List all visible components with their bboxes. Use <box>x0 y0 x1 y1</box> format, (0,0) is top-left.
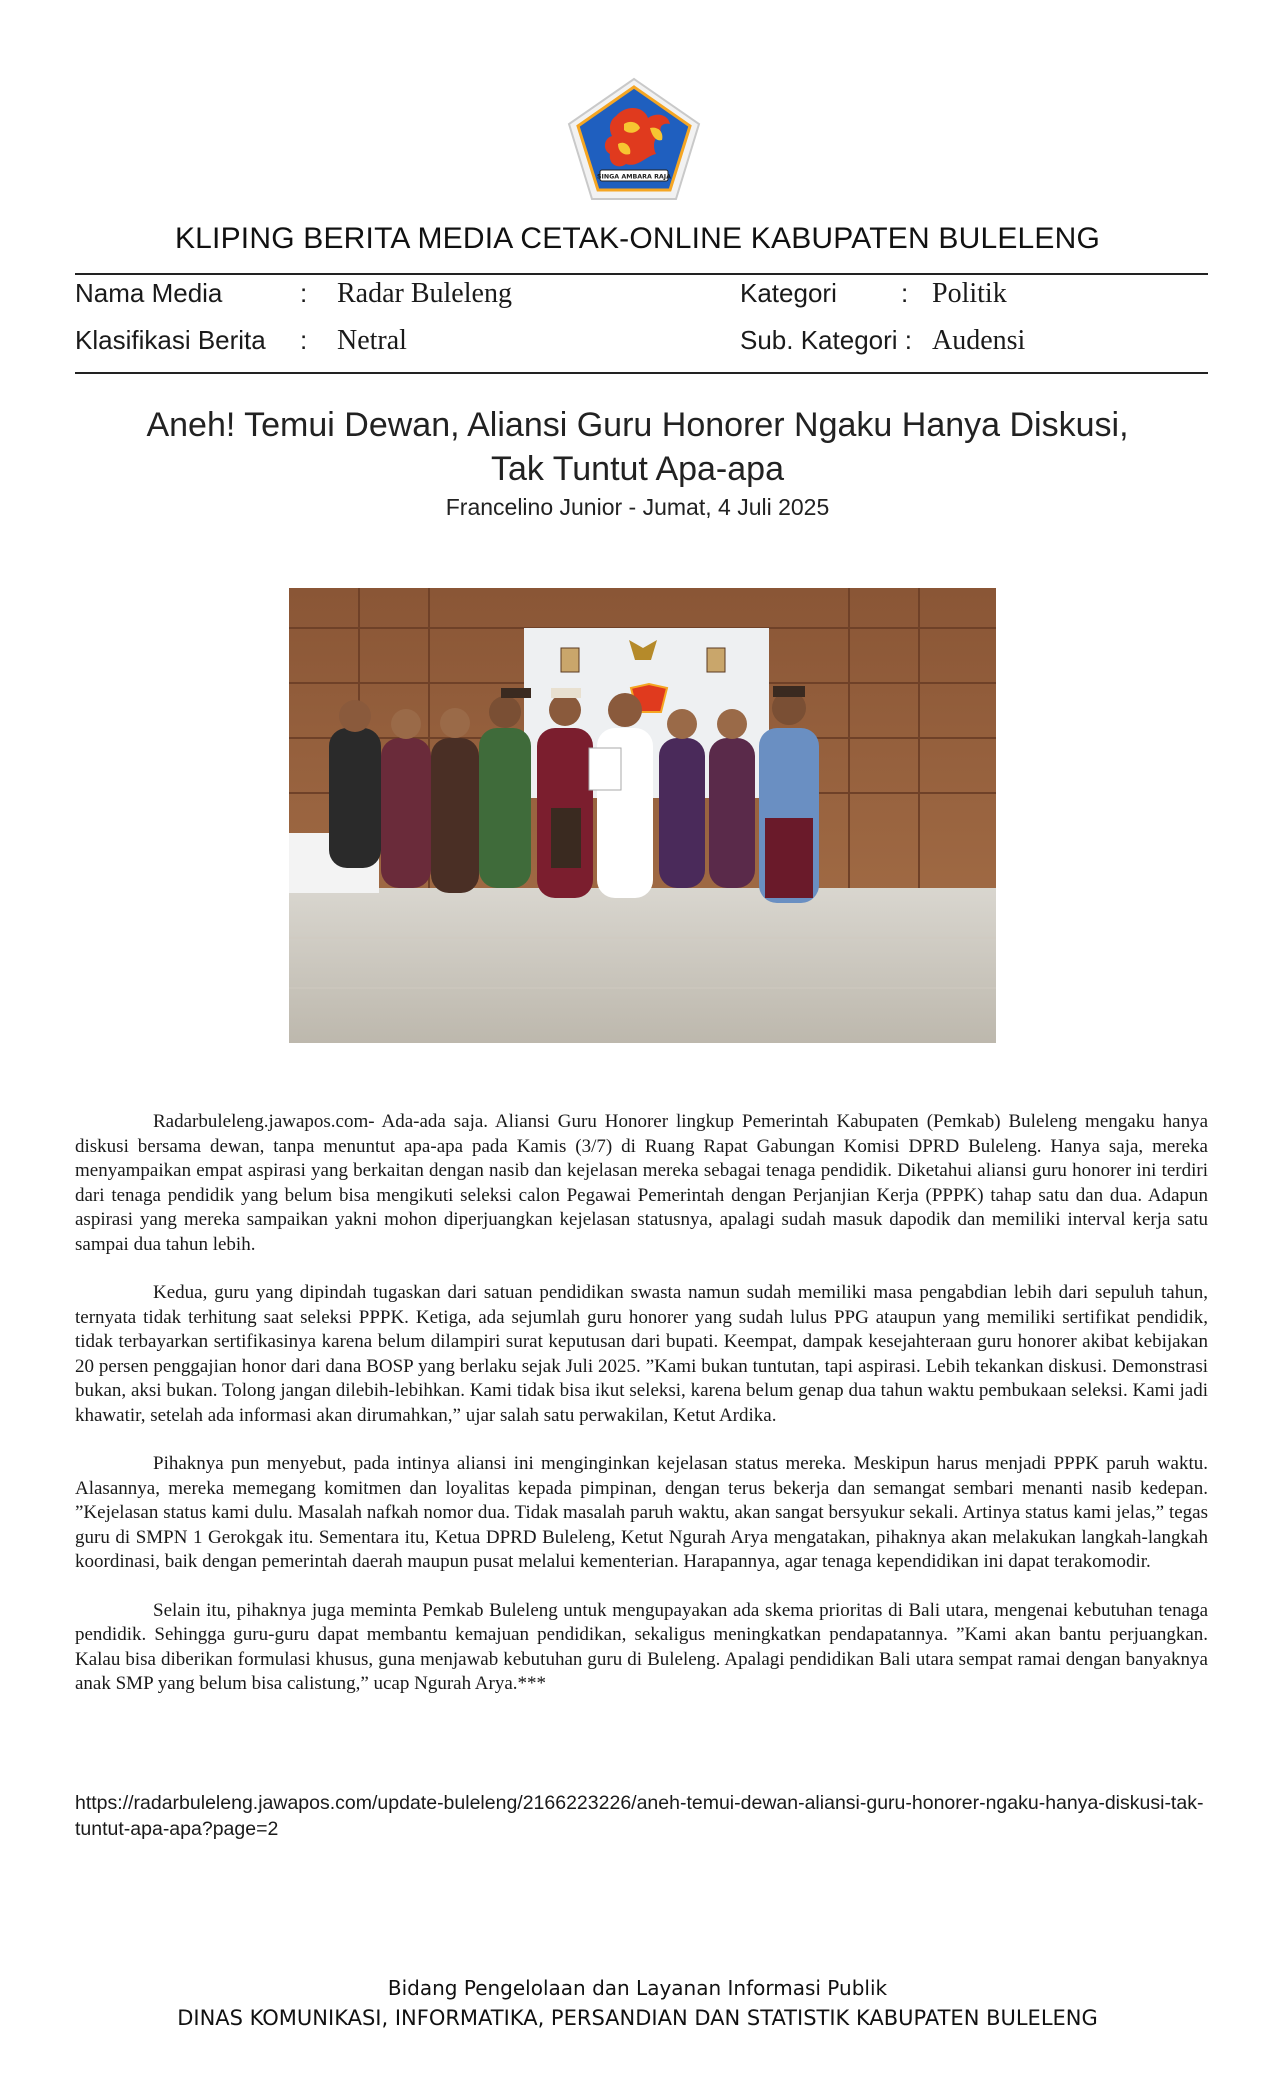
article-paragraph: Selain itu, pihaknya juga meminta Pemkab Buleleng untuk mengupayakan ada skema prioritas di Bali utara, mengenai kebutuhan tenaga pendidik. Sehingga guru-guru dapat membantu kemajuan pendidikan, sekaligus meningkatkan pendapatannya. ”Kami akan bantu perjuangkan. Kalau bisa diberikan formulasi khusus, guna menjawab kebutuhan guru di Buleleng. Apalagi pendidikan Bali utara sempat ramai dengan banyaknya anak SMP yang belum bisa calistung,” ucap Ngurah Arya.*** <box>75 1599 1208 1694</box>
article-title-line-1: Aneh! Temui Dewan, Aliansi Guru Honorer Ngaku Hanya Diskusi, <box>146 406 1129 444</box>
kategori-colon: : <box>901 278 909 308</box>
article-photo <box>289 588 996 1043</box>
subkategori-value: Audensi <box>932 325 1026 356</box>
article-body <box>75 1110 1208 1721</box>
media-colon: : <box>300 278 308 308</box>
article-paragraph: Kedua, guru yang dipindah tugaskan dari satuan pendidikan swasta namun sudah memiliki masa pengabdian lebih dari sepuluh tahun, ternyata tidak terhitung saat seleksi PPPK. Ketiga, ada sejumlah guru honorer yang sudah lulus PPG ataupun yang memiliki sertifikat pendidik, tidak terbayarkan sertifikasinya karena belum dilampiri surat keputusan dari bupati. Keempat, dampak kesejahteraan guru honorer akibat kebijakan 20 persen penggajian honor dari dana BOSP yang berlaku sejak Juli 2025. ”Kami bukan tuntutan, tapi aspirasi. Lebih tekankan diskusi. Demonstrasi bukan, aksi bukan. Tolong jangan dilebih-lebihkan. Kami tidak bisa ikut seleksi, karena belum genap dua tahun waktu pembukaan seleksi. Kami jadi khawatir, setelah ada informasi akan dirumahkan,” ujar salah satu perwakilan, Ketut Ardika. <box>75 1282 1208 1426</box>
page-title: KLIPING BERITA MEDIA CETAK-ONLINE KABUPATEN BULELENG <box>174 222 1101 255</box>
meta-row-klasifikasi <box>75 325 1208 365</box>
buleleng-crest-icon <box>566 76 702 202</box>
source-link[interactable]: https://radarbuleleng.jawapos.com/update-buleleng/2166223226/aneh-temui-dewan-aliansi-guru-honorer-ngaku-hanya-diskusi-tak-tuntut-apa-apa?page=2 <box>75 1792 1204 1840</box>
kategori-label: Kategori <box>740 278 837 308</box>
article-paragraph: Pihaknya pun menyebut, pada intinya aliansi ini menginginkan kejelasan status mereka. Meskipun harus menjadi PPPK paruh waktu. Alasannya, mereka memegang komitmen dan loyalitas kepada pimpinan, dengan terus bekerja dan semangat sembari menanti nasib kedepan. ”Kejelasan status kami dulu. Masalah nafkah nomor dua. Tidak masalah paruh waktu, akan sangat bersyukur sekali. Artinya status kami jelas,” tegas guru di SMPN 1 Gerokgak itu. Sementara itu, Ketua DPRD Buleleng, Ketut Ngurah Arya mengatakan, pihaknya akan melakukan langkah-langkah koordinasi, baik dengan pemerintah daerah maupun pusat melalui kementerian. Harapannya, agar tenaga kependidikan ini dapat terakomodir. <box>75 1453 1208 1572</box>
media-label: Nama Media <box>75 278 223 308</box>
top-divider <box>75 273 1208 275</box>
meta-row-media <box>75 278 1208 318</box>
bottom-divider <box>75 372 1208 374</box>
media-value: Radar Buleleng <box>337 278 512 309</box>
klasifikasi-label: Klasifikasi Berita <box>75 325 266 355</box>
article-title-line-2: Tak Tuntut Apa-apa <box>491 450 784 488</box>
subkategori-label: Sub. Kategori : <box>740 325 912 355</box>
footer-agency: DINAS KOMUNIKASI, INFORMATIKA, PERSANDIAN DAN STATISTIK KABUPATEN BULELENG <box>177 2006 1098 2030</box>
article-paragraph: Radarbuleleng.jawapos.com- Ada-ada saja. Aliansi Guru Honorer lingkup Pemerintah Kabupaten (Pemkab) Buleleng mengaku hanya diskusi bersama dewan, tanpa menuntut apa-apa pada Kamis (3/7) di Ruang Rapat Gabungan Komisi DPRD Buleleng. Hanya saja, mereka menyampaikan empat aspirasi yang berkaitan dengan nasib dan kejelasan mereka sebagai tenaga pendidik. Diketahui aliansi guru honorer ini terdiri dari tenaga pendidik yang belum bisa mengikuti seleksi calon Pegawai Pemerintah dengan Perjanjian Kerja (PPPK) tahap satu dan dua. Adapun aspirasi yang mereka sampaikan yakni mohon diperjuangkan kejelasan statusnya, apalagi sudah masuk dapodik dan memiliki interval kerja satu sampai dua tahun lebih. <box>75 1111 1208 1255</box>
klasifikasi-value: Netral <box>337 325 407 356</box>
logo-motto: SINGA AMBARA RAJA <box>596 173 672 181</box>
article-title <box>0 403 1275 491</box>
klasifikasi-colon: : <box>300 325 308 355</box>
footer-department: Bidang Pengelolaan dan Layanan Informasi Publik <box>387 1976 888 2000</box>
article-byline: Francelino Junior - Jumat, 4 Juli 2025 <box>445 494 830 520</box>
kategori-value: Politik <box>932 278 1007 309</box>
